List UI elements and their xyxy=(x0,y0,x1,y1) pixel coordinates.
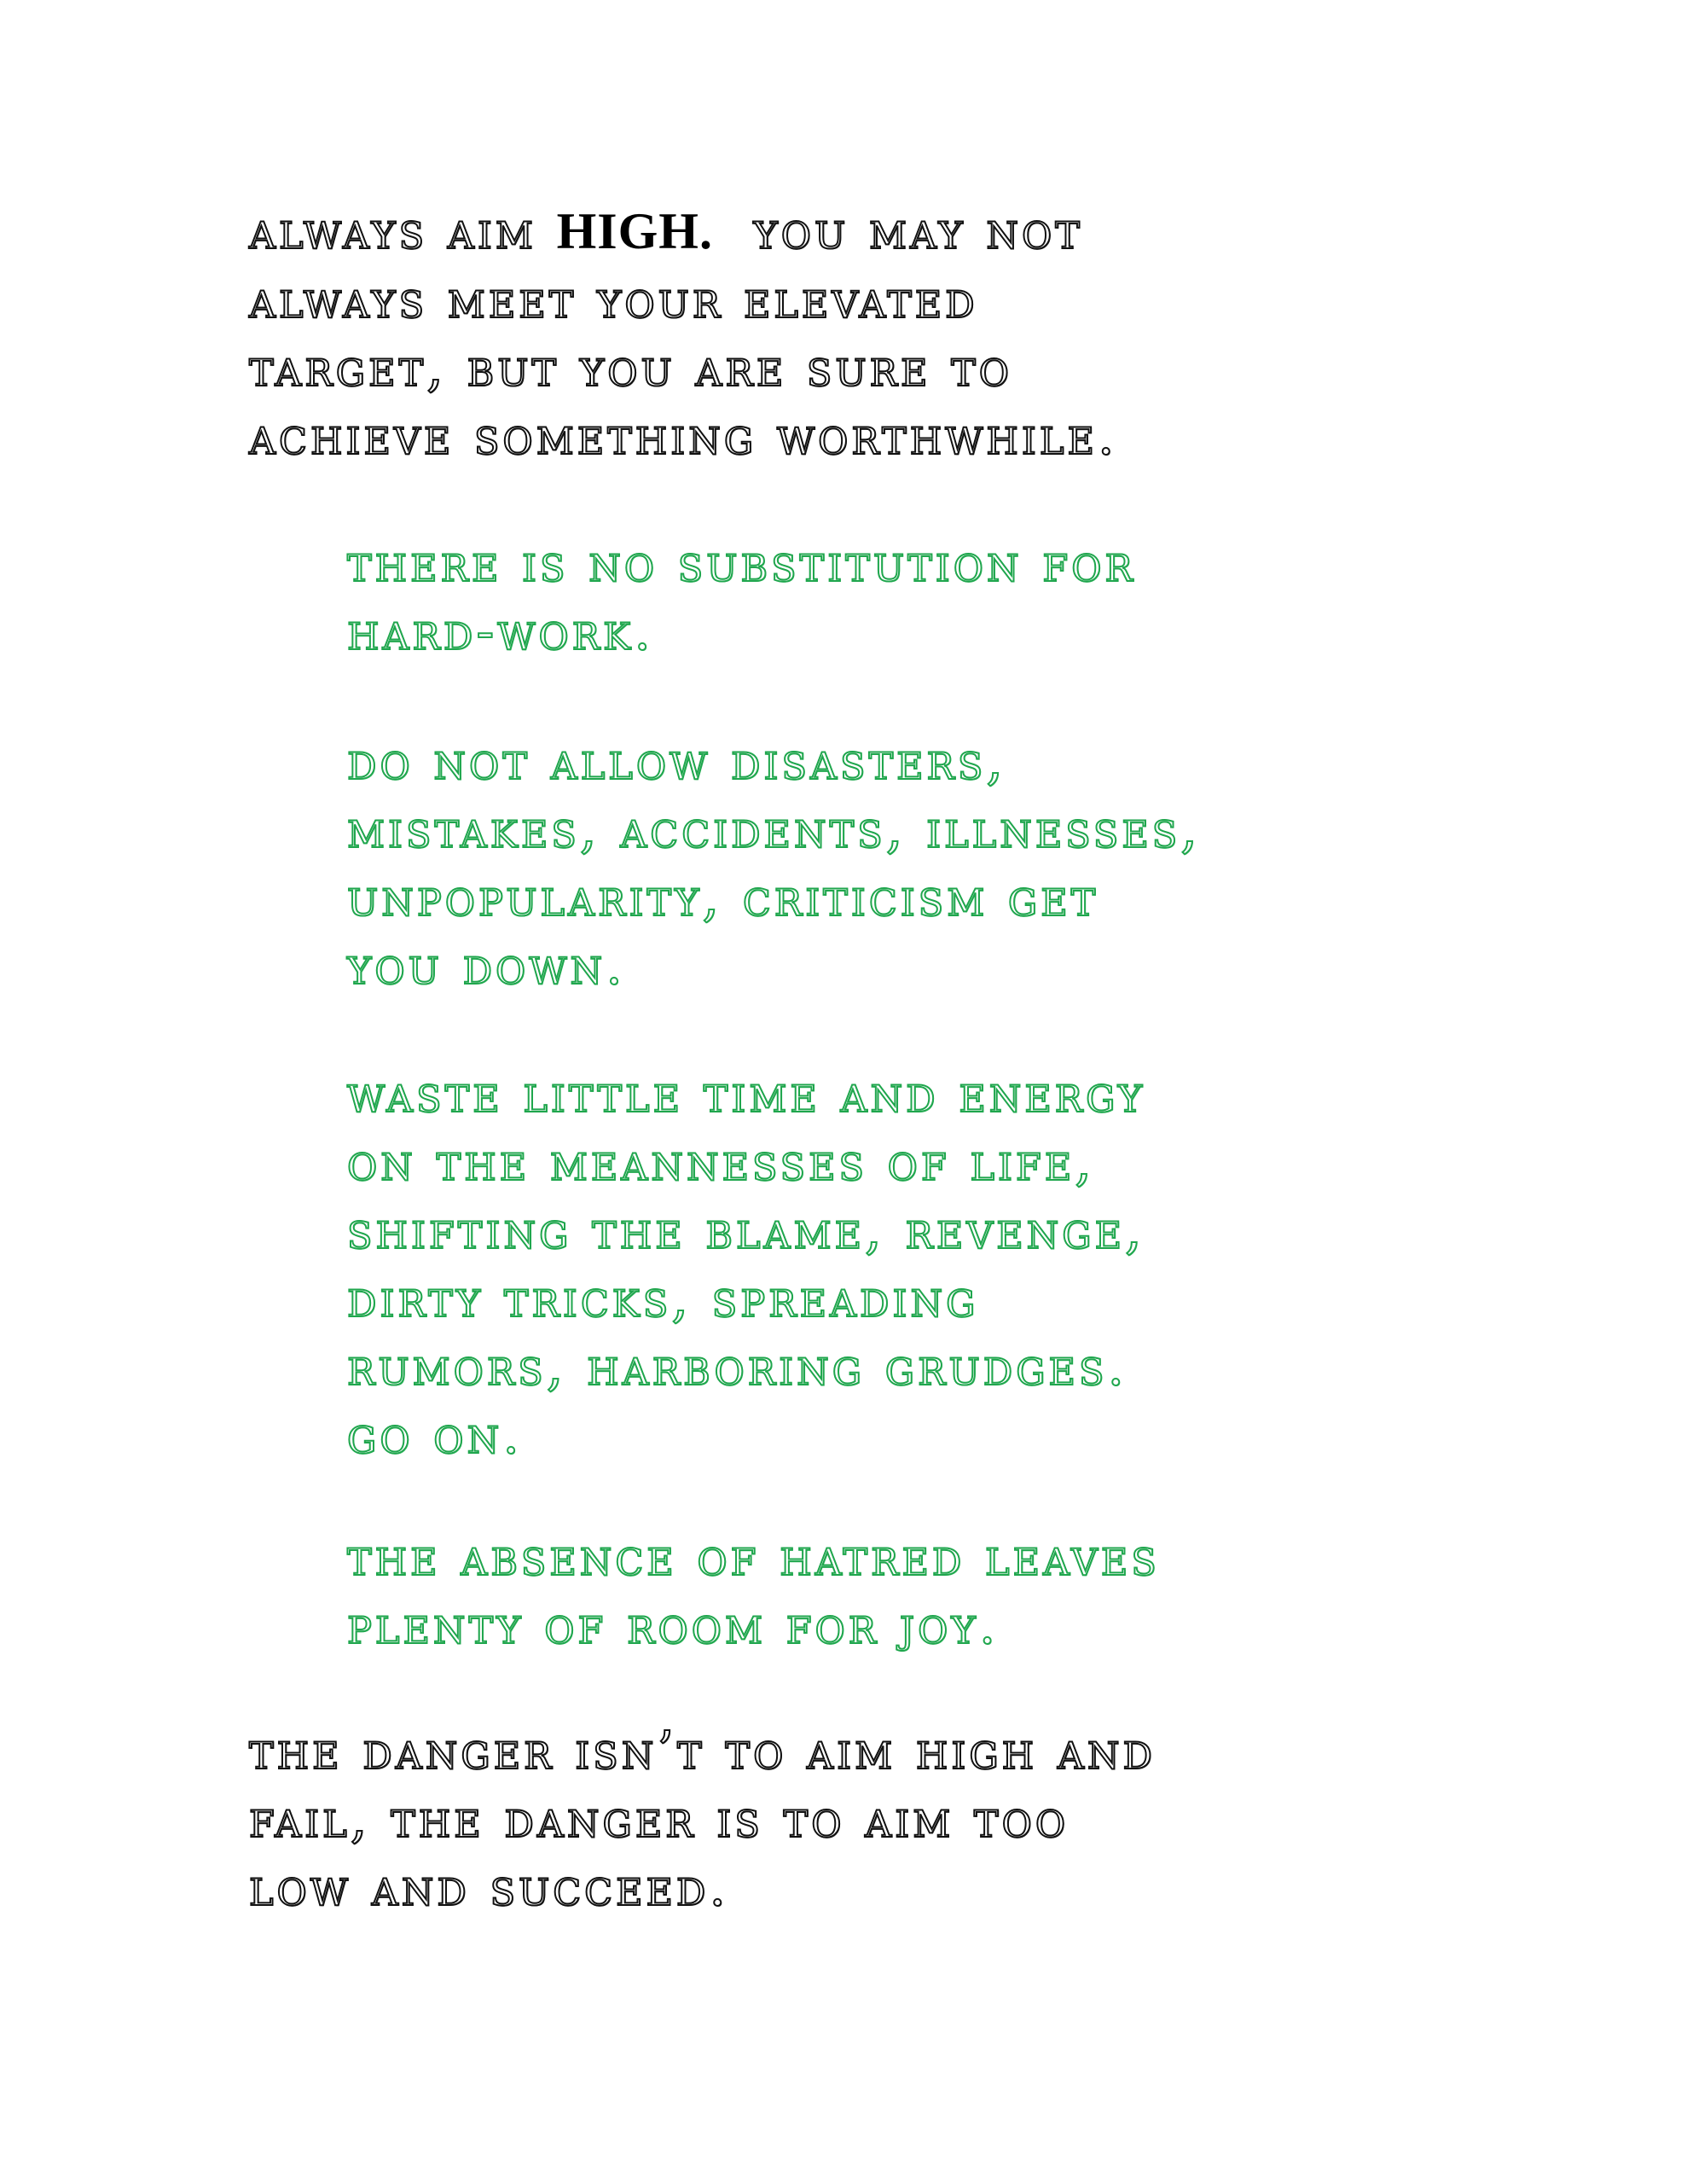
closing-paragraph xyxy=(249,1716,1156,1921)
intro-paragraph xyxy=(249,196,1118,470)
intro-line-1-end: you may not xyxy=(712,199,1083,261)
maxim-line: on the meannesses of life, xyxy=(347,1130,1095,1193)
maxim-line: shifting the blame, revenge, xyxy=(347,1199,1145,1261)
closing-line: fail, the danger is to aim too xyxy=(249,1787,1070,1850)
maxim-line: do not allow disasters, xyxy=(347,729,1007,792)
maxim-line: mistakes, accidents, illnesses, xyxy=(347,798,1201,860)
closing-line: low and succeed. xyxy=(249,1856,730,1918)
maxim-line: hard-work. xyxy=(347,600,655,662)
intro-line-2: always meet your elevated xyxy=(249,268,978,330)
intro-line-3: target, but you are sure to xyxy=(249,336,1013,398)
intro-line-4: achieve something worthwhile. xyxy=(249,404,1118,467)
maxim-line: go on. xyxy=(347,1403,523,1466)
maxim-hard-work xyxy=(347,529,1136,665)
intro-line-1-start: always aim xyxy=(249,199,557,261)
maxim-line: rumors, harboring grudges. xyxy=(347,1335,1128,1397)
maxim-line: there is no substitution for xyxy=(347,531,1136,594)
maxim-line: unpopularity, criticism get xyxy=(347,866,1099,928)
maxim-line: waste little time and energy xyxy=(347,1062,1146,1124)
maxim-line: you down. xyxy=(347,934,626,996)
closing-line: the danger isn’t to aim high and xyxy=(249,1719,1157,1781)
high-emphasis: HIGH. xyxy=(556,203,713,259)
maxim-line: plenty of room for joy. xyxy=(347,1594,1000,1656)
maxim-joy xyxy=(347,1523,1160,1659)
maxim-line: the absence of hatred leaves xyxy=(347,1525,1160,1588)
intro-line-1 xyxy=(249,196,1118,265)
maxim-line: dirty tricks, spreading xyxy=(347,1267,979,1329)
maxim-setbacks xyxy=(347,727,1201,1000)
maxim-meannesses xyxy=(347,1060,1145,1469)
